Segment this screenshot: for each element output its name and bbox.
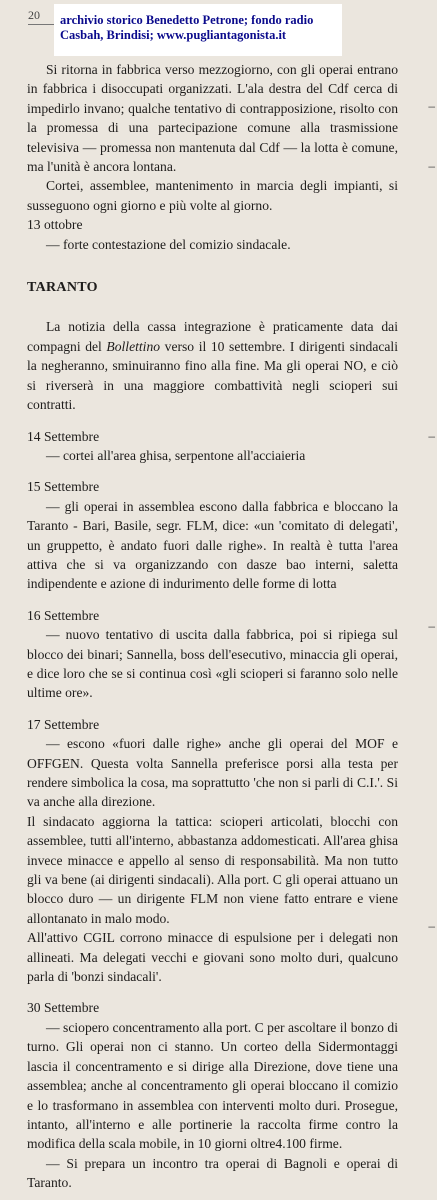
article-body xyxy=(27,60,398,1193)
entry-13-ottobre: — forte contestazione del comizio sindacale. xyxy=(46,236,291,252)
date-17-settembre: 17 Settembre xyxy=(27,716,100,732)
entry-14-settembre: — cortei all'area ghisa, serpentone all'acciaieria xyxy=(46,447,306,463)
archive-watermark xyxy=(54,4,342,56)
entry-16-settembre: — nuovo tentativo di uscita dalla fabbrica, poi si ripiega sul blocco dei binari; Sannella, boss dell'esecutivo, minaccia gli operai, e dice loro che se si continua così «gli scioperi si faranno solo nelle ultime ore». xyxy=(27,627,398,701)
intro-paragraph-2: Cortei, assemblee, mantenimento in marcia degli impianti, si susseguono ogni giorno e più volte al giorno. xyxy=(27,178,398,213)
entry-17-settembre-tactics: Il sindacato aggiorna la tattica: scioperi articolati, blocchi con assemblee, tutti all'interno, abbastanza addomesticati. All'area ghisa invece minacce e appello al senso di responsabilità. Ma non tutto gli va bene (ai dirigenti sindacali). Alla port. C gli operai attuano un blocco duro — un dirigente FLM non viene fatto entrare e viene allontanato in malo modo. xyxy=(27,813,398,926)
taranto-lead-paragraph xyxy=(27,317,398,414)
lead-text-end: verso il 10 settembre. I dirigenti sindacali la negheranno, sminuiranno fino alla fine. Ma gli operai NO, e ciò si riverserà in una maggiore combattività negli scioperi sui contratti. xyxy=(27,338,398,413)
entry-30-settembre-bagnoli: — Si prepara un incontro tra operai di Bagnoli e operai di Taranto. xyxy=(27,1155,398,1191)
bleed-mark: – xyxy=(428,159,435,173)
header-rule xyxy=(28,24,54,25)
watermark-line-2: Casbah, Brindisi; www.pugliantagonista.it xyxy=(60,28,287,42)
bleed-mark: – xyxy=(428,919,435,933)
entry-15-settembre: — gli operai in assemblea escono dalla fabbrica e bloccano la Taranto - Bari, Basile, segr. FLM, dice: «un 'comitato di delegati', un gruppetto, è andato fuori dalle righe». In realtà è tutta l'area attiva che si va organizzando con dasze bao interni, saletta indipendente e azione di indurimento delle forme di lotta xyxy=(27,498,398,592)
intro-paragraph-1: Si ritorna in fabbrica verso mezzogiorno, con gli operai entrano in fabbrica i disoccupati organizzati. L'ala destra del Cdf cerca di impedirlo invano; qualche tentativo di contrapposizione, risolto con la promessa di una partecipazione comune alla trasmissione televisiva — promessa non mantenuta dal Cdf — la lotta è comune, ma l'unità è ancora lontana. xyxy=(27,62,398,175)
date-14-settembre: 14 Settembre xyxy=(27,428,100,444)
bleed-mark: – xyxy=(428,99,435,113)
section-title-taranto: TARANTO xyxy=(27,280,98,296)
lead-text-start: La notizia della cassa integrazione è praticamente data dai compagni del xyxy=(27,319,398,354)
page-number: 20 xyxy=(28,8,40,22)
date-16-settembre: 16 Settembre xyxy=(27,607,100,623)
date-13-ottobre: 13 ottobre xyxy=(27,217,83,233)
entry-17-settembre-cgil: All'attivo CGIL corrono minacce di espulsione per i delegati non allineati. Ma delegati vecchi e giovani sono molto duri, qualcuno parla di 'bonzi sindacali'. xyxy=(27,930,398,985)
entry-30-settembre: — sciopero concentramento alla port. C per ascoltare il bonzo di turno. Gli operai non ci stanno. Un corteo della Sidermontaggi lascia il concentramento e si dirige alla Direzione, dove tiene una assemblea; anche al concentramento gli operai bloccano il comizio e lo trasformano in assemblea con interventi molto duri. Prosegue, intanto, all'interno e alle portinerie la raccolta firme contro la modifica della scala mobile, in 10 giorni oltre4.100 firme. xyxy=(27,1019,398,1152)
entry-17-settembre: — escono «fuori dalle righe» anche gli operai del MOF e OFFGEN. Questa volta Sannella preferisce porsi alla testa per rendere simbolica la cosa, ma soprattutto 'che non si parli di C.I.'. Si va anche alla direzione. xyxy=(27,736,398,810)
facing-page-bleed xyxy=(423,60,437,1160)
bleed-mark: – xyxy=(428,429,435,443)
bollettino-title: Bollettino xyxy=(106,338,161,354)
date-15-settembre: 15 Settembre xyxy=(27,479,100,495)
watermark-line-1: archivio storico Benedetto Petrone; fondo radio xyxy=(60,13,314,27)
bleed-mark: – xyxy=(428,619,435,633)
date-30-settembre: 30 Settembre xyxy=(27,1000,100,1016)
